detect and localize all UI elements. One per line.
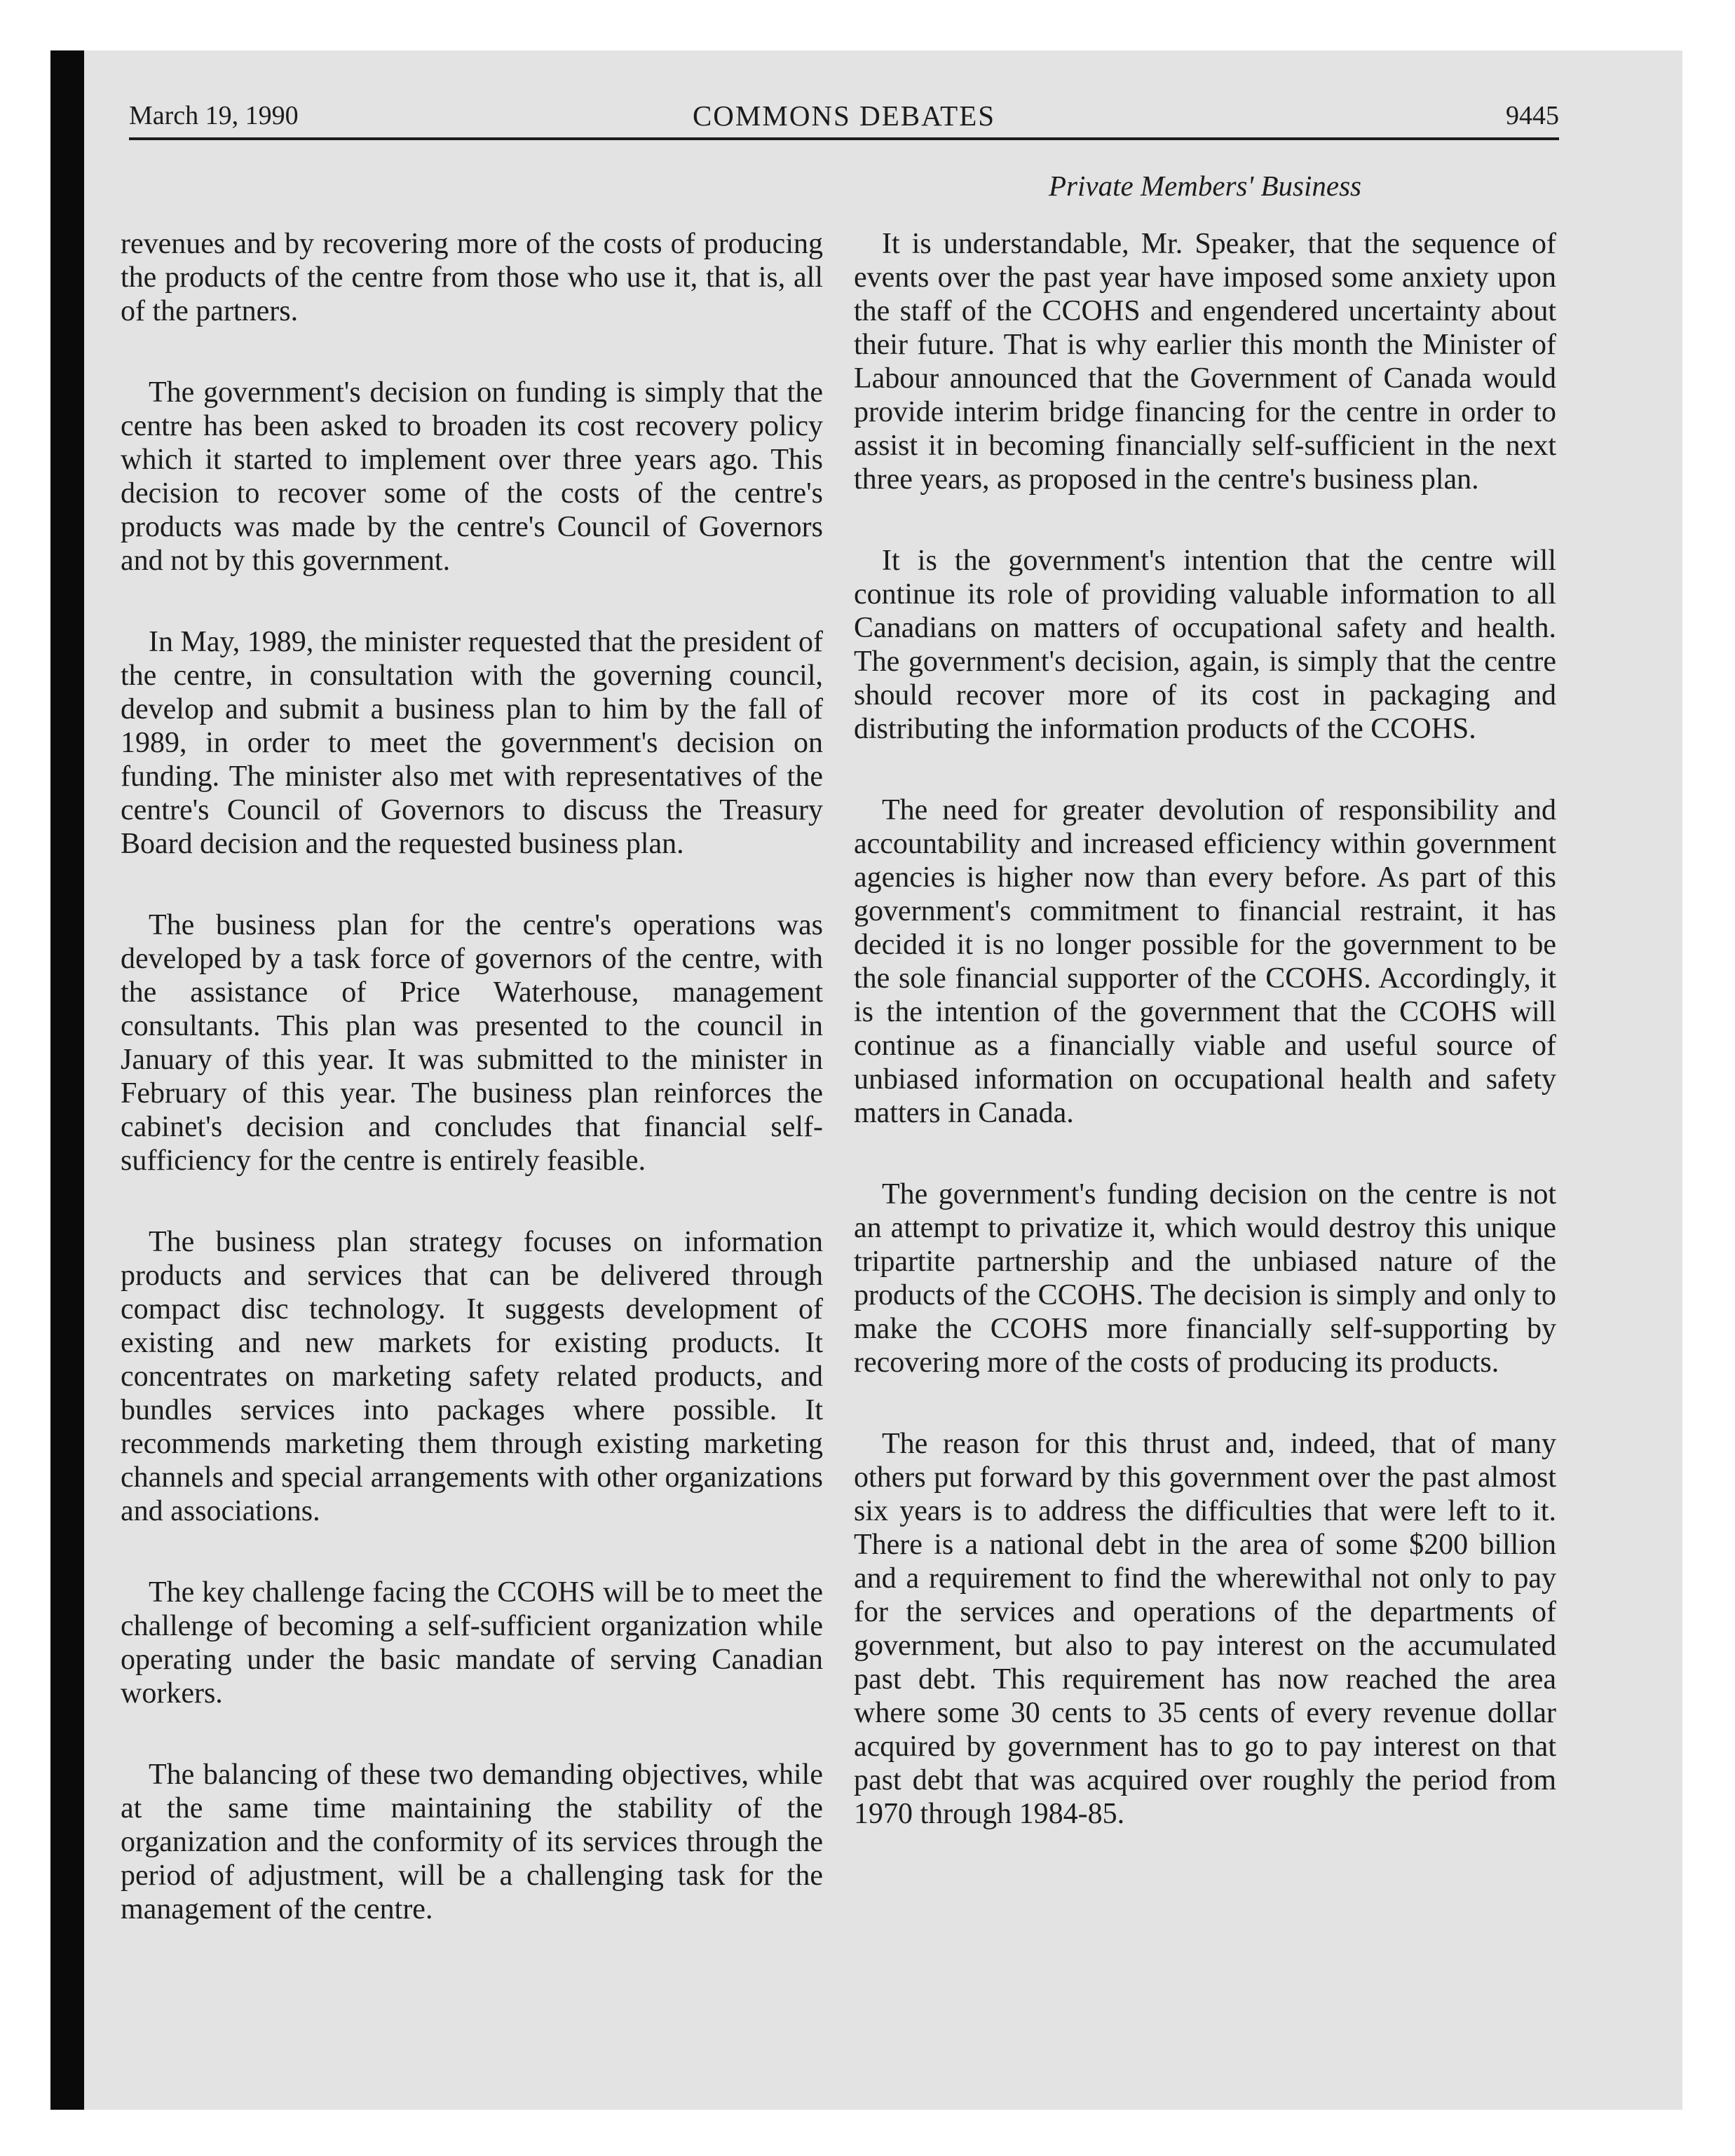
section-heading: Private Members' Business	[1048, 170, 1361, 202]
header-page-number: 9445	[1506, 101, 1559, 130]
paragraph: The balancing of these two demanding objectives, while at the same time maintaining the stability of the organization and the conformity of its services through the period of adjustment, will be a challenging task for the management of the centre.	[121, 1759, 823, 1925]
paragraph: The reason for this thrust and, indeed, that of many others put forward by this government over the past almost six years is to address the difficulties that were left to it. There is a national debt in the area of some $200 billion and a requirement to find the wherewithal not only to pay for the services and operations of the departments of government, but also to pay interest on the accumulated past debt. This requirement has now reached the area where some 30 cents to 35 cents of every revenue dollar acquired by government has to go to pay interest on that past debt that was acquired over roughly the period from 1970 through 1984-85.	[854, 1428, 1556, 1830]
left-column	[121, 227, 823, 1974]
right-column	[854, 227, 1556, 1878]
paragraph: The business plan for the centre's operations was developed by a task force of governors of the centre, with the assistance of Price Waterhouse, management consultants. This plan was presented to the council in January of this year. It was submitted to the minister in February of this year. The business plan reinforces the cabinet's decision and concludes that financial self-sufficiency for the centre is entirely feasible.	[121, 909, 823, 1177]
paragraph: The business plan strategy focuses on information products and services that can be delivered through compact disc technology. It suggests development of existing and new markets for existing products. It concentrates on marketing safety related products, and bundles services into packages where possible. It recommends marketing them through existing marketing channels and special arrangements with other organizations and associations.	[121, 1226, 823, 1527]
paragraph: revenues and by recovering more of the costs of producing the products of the centre from those who use it, that is, all of the partners.	[121, 228, 823, 327]
paragraph: The government's decision on funding is simply that the centre has been asked to broaden its cost recovery policy which it started to implement over three years ago. This decision to recover some of the costs of the centre's products was made by the centre's Council of Governors and not by this government.	[121, 376, 823, 577]
paragraph: In May, 1989, the minister requested that the president of the centre, in consultation with the governing council, develop and submit a business plan to him by the fall of 1989, in order to meet the government's decision on funding. The minister also met with representatives of the centre's Council of Governors to discuss the Treasury Board decision and the requested business plan.	[121, 626, 823, 860]
running-header	[129, 94, 1559, 137]
paragraph: It is the government's intention that the centre will continue its role of providing valuable information to all Canadians on matters of occupational safety and health. The government's decision, again, is simply that the centre should recover more of its cost in packaging and distributing the information products of the CCOHS.	[854, 545, 1556, 745]
paragraph: It is understandable, Mr. Speaker, that the sequence of events over the past year have imposed some anxiety upon the staff of the CCOHS and engendered uncertainty about their future. That is why earlier this month the Minister of Labour announced that the Government of Canada would provide interim bridge financing for the centre in order to assist it in becoming financially self-sufficient in the next three years, as proposed in the centre's business plan.	[854, 228, 1556, 496]
paragraph: The key challenge facing the CCOHS will be to meet the challenge of becoming a self-sufficient organization while operating under the basic mandate of serving Canadian workers.	[121, 1576, 823, 1710]
paragraph: The government's funding decision on the centre is not an attempt to privatize it, which would destroy this unique tripartite partnership and the unbiased nature of the products of the CCOHS. The decision is simply and only to make the CCOHS more financially self-supporting by recovering more of the costs of producing its products.	[854, 1178, 1556, 1379]
paragraph: The need for greater devolution of responsibility and accountability and increased efficiency within government agencies is higher now than every before. As part of this government's commitment to financial restraint, it has decided it is no longer possible for the government to be the sole financial supporter of the CCOHS. Accordingly, it is the intention of the government that the CCOHS will continue as a financially viable and useful source of unbiased information on occupational health and safety matters in Canada.	[854, 794, 1556, 1129]
header-rule	[129, 137, 1559, 140]
header-title: COMMONS DEBATES	[692, 100, 996, 132]
binding-edge-shadow	[50, 50, 84, 2110]
header-date: March 19, 1990	[129, 101, 299, 130]
